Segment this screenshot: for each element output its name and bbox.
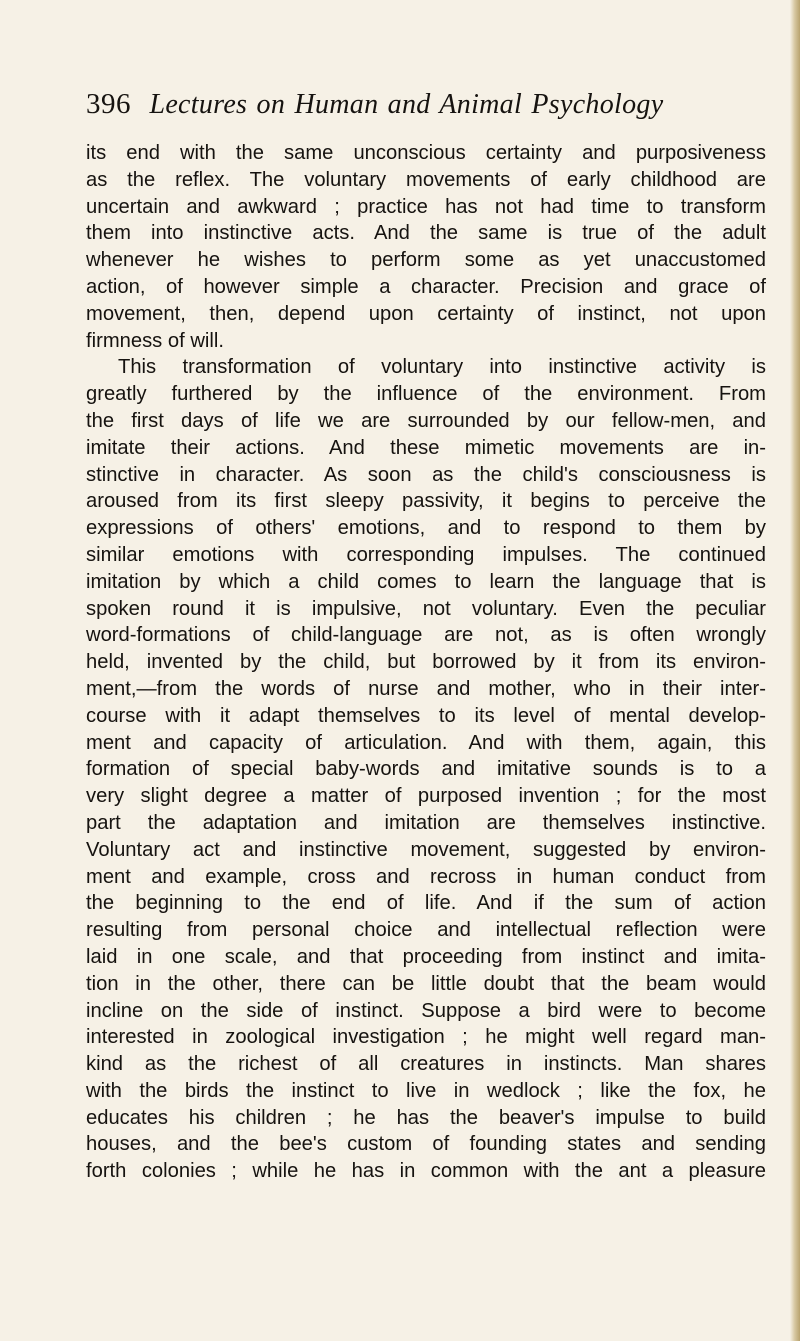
paragraph-end-line: firmness of will. (86, 329, 224, 352)
text-line: its end with the same unconscious certainty and purposiveness (86, 142, 766, 164)
text-line: held, invented by the child, but borrowed by it from its environ- (86, 651, 766, 674)
text-line: interested in zoological investigation ; he might well regard man- (86, 1026, 766, 1049)
paragraph-start-line: This transformation of voluntary into instinctive activity is (118, 356, 766, 379)
text-line: action, of however simple a character. Precision and grace of (86, 275, 766, 298)
text-line: movement, then, depend upon certainty of instinct, not upon (86, 302, 766, 325)
text-line: Voluntary act and instinctive movement, suggested by environ- (86, 838, 766, 861)
text-line: tion in the other, there can be little doubt that the beam would (86, 972, 766, 995)
body-text (86, 140, 766, 1185)
text-line: them into instinctive acts. And the same is true of the adult (86, 222, 766, 245)
text-line: expressions of others' emotions, and to respond to them by (86, 517, 766, 540)
text-line: resulting from personal choice and intellectual reflection were (86, 919, 766, 942)
text-line: the beginning to the end of life. And if the sum of action (86, 892, 766, 915)
text-line: imitate their actions. And these mimetic movements are in- (86, 436, 766, 459)
text-line: spoken round it is impulsive, not voluntary. Even the peculiar (86, 597, 766, 620)
text-line: ment and example, cross and recross in human conduct from (86, 865, 766, 888)
text-line: the first days of life we are surrounded by our fellow-men, and (86, 409, 766, 432)
text-line: educates his children ; he has the beaver's impulse to build (86, 1106, 766, 1129)
text-line: uncertain and awkward ; practice has not had time to transform (86, 195, 766, 218)
text-line: with the birds the instinct to live in wedlock ; like the fox, he (86, 1079, 766, 1102)
text-line: ment and capacity of articulation. And with them, again, this (86, 731, 766, 754)
page-edge (790, 0, 800, 1341)
text-line: part the adaptation and imitation are themselves instinctive. (86, 811, 766, 834)
running-header (86, 88, 663, 128)
running-title: Lectures on Human and Animal Psychology (149, 89, 664, 120)
page-number: 396 (86, 88, 131, 120)
text-line: as the reflex. The voluntary movements of early childhood are (86, 168, 766, 191)
text-line: word-formations of child-language are not, as is often wrongly (86, 624, 766, 647)
text-line: similar emotions with corresponding impulses. The continued (86, 543, 766, 566)
text-line: very slight degree a matter of purposed invention ; for the most (86, 785, 766, 808)
text-line: whenever he wishes to perform some as yet unaccustomed (86, 249, 766, 272)
text-line: stinctive in character. As soon as the child's consciousness is (86, 463, 766, 486)
text-line: incline on the side of instinct. Suppose a bird were to become (86, 999, 766, 1022)
text-line: greatly furthered by the influence of the environment. From (86, 383, 766, 406)
text-line: formation of special baby-words and imitative sounds is to a (86, 758, 766, 781)
text-line: houses, and the bee's custom of founding states and sending (86, 1133, 766, 1156)
text-line: forth colonies ; while he has in common with the ant a pleasure (86, 1160, 766, 1183)
text-line: laid in one scale, and that proceeding from instinct and imita- (86, 945, 766, 968)
text-line: kind as the richest of all creatures in instincts. Man shares (86, 1053, 766, 1076)
text-line: ment,—from the words of nurse and mother, who in their inter- (86, 677, 766, 700)
text-line: aroused from its first sleepy passivity, it begins to perceive the (86, 490, 766, 513)
text-line: course with it adapt themselves to its level of mental develop- (86, 704, 766, 727)
text-line: imitation by which a child comes to learn the language that is (86, 570, 766, 593)
